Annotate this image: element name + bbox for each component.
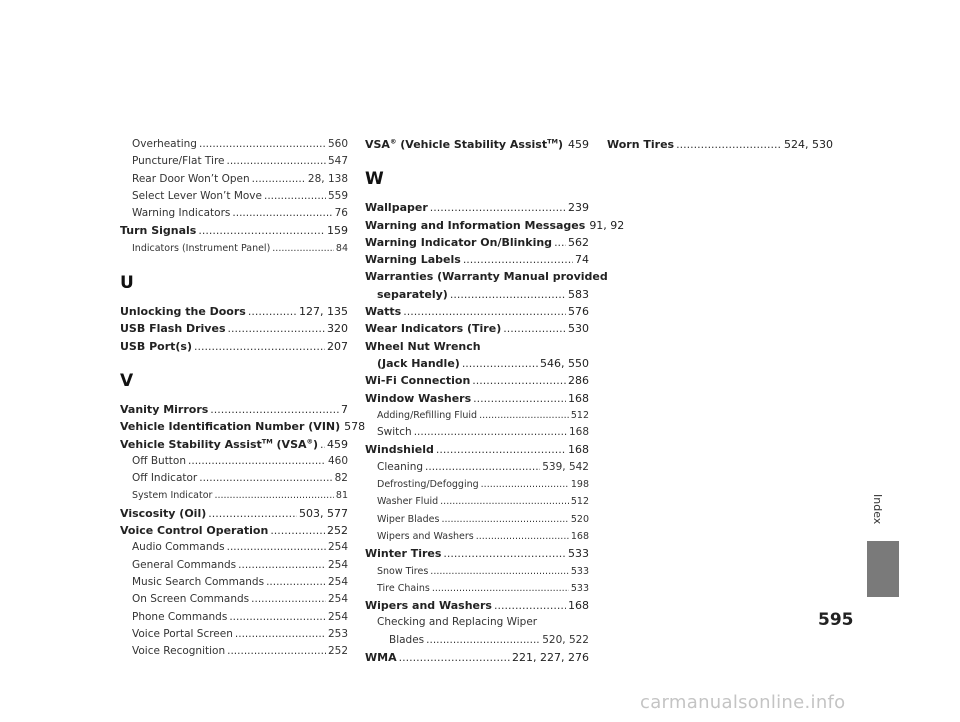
index-entry: (Jack Handle) ..... 546, 550	[365, 355, 589, 372]
entry-term: Rear Door Won’t Open	[132, 172, 250, 185]
entry-term: Adding/Refilling Fluid	[377, 409, 478, 421]
dot-leader	[403, 303, 566, 320]
dot-leader	[481, 476, 569, 493]
dot-leader	[430, 563, 569, 580]
entry-term: USB Port(s)	[120, 339, 192, 353]
entry-term: Turn Signals	[120, 224, 197, 238]
page-ref[interactable]: 320	[327, 322, 348, 336]
page-ref[interactable]: 198	[570, 479, 589, 491]
page-ref[interactable]: 562	[568, 235, 589, 249]
dot-leader	[266, 574, 326, 591]
dot-leader	[440, 493, 569, 510]
page-ref[interactable]: 84	[335, 242, 348, 254]
page-ref[interactable]: 168	[570, 530, 589, 542]
page-ref[interactable]: 28, 138	[307, 172, 348, 185]
index-subentry	[365, 511, 589, 528]
index-entry	[365, 303, 589, 320]
index-entry	[365, 545, 589, 562]
dot-leader	[462, 355, 538, 372]
index-subentry	[120, 609, 348, 626]
index-entry: WMA ..... 221, 227, 276	[365, 649, 589, 666]
index-subentry	[120, 591, 348, 608]
dot-leader	[554, 234, 566, 251]
page-ref[interactable]: 539, 542	[542, 460, 589, 473]
index-entry	[365, 597, 589, 614]
page-ref[interactable]: 576	[568, 305, 589, 319]
page-ref[interactable]: 254	[327, 610, 348, 623]
index-column-1	[120, 136, 366, 660]
dot-leader	[472, 372, 566, 389]
index-entry	[120, 505, 348, 522]
index-subentry	[120, 470, 348, 487]
index-entry	[365, 251, 589, 268]
page-ref[interactable]: 253	[327, 627, 348, 640]
entry-term: Off Indicator	[132, 472, 198, 485]
index-subentry	[365, 476, 589, 493]
entry-term: Winter Tires	[365, 547, 442, 561]
entry-term: Overheating	[132, 138, 197, 150]
entry-term: Wi-Fi Connection	[365, 374, 471, 388]
page-ref[interactable]: 76	[334, 207, 348, 220]
index-subentry	[120, 171, 348, 188]
index-entry	[120, 418, 366, 435]
index-subentry	[120, 136, 348, 153]
dot-leader	[463, 251, 573, 268]
entry-term: Warning Indicator On/Blinking	[365, 235, 553, 249]
page-ref[interactable]: 533	[570, 582, 589, 594]
page-ref[interactable]: 533	[568, 547, 589, 561]
entry-term: Wipers and Washers	[365, 599, 492, 613]
dot-leader	[676, 136, 782, 153]
index-entry	[120, 320, 348, 337]
entry-group	[365, 303, 589, 338]
dot-leader	[248, 303, 297, 320]
entry-term: Viscosity (Oil)	[120, 506, 207, 520]
dot-leader	[479, 407, 569, 424]
page-ref[interactable]: 560	[327, 138, 348, 150]
index-tab-label: Index	[871, 494, 884, 525]
entry-term: Voice Portal Screen	[132, 627, 233, 640]
page-ref[interactable]: 520, 522	[542, 633, 589, 646]
dot-leader	[228, 320, 326, 337]
entry-group	[365, 372, 589, 614]
dot-leader	[473, 390, 566, 407]
index-entry	[120, 401, 348, 418]
section-letter-v: V	[120, 370, 134, 391]
dot-leader	[229, 609, 326, 626]
page-ref[interactable]: 459	[327, 437, 348, 451]
entry-term: Off Button	[132, 454, 187, 467]
entry-term: System Indicator	[132, 490, 213, 502]
page-ref[interactable]: 559	[327, 189, 348, 202]
page-ref[interactable]: 159	[327, 224, 348, 238]
entry-term: Snow Tires	[377, 565, 429, 577]
page-ref[interactable]: 91, 92	[589, 218, 625, 232]
index-entry	[120, 338, 348, 355]
page-ref[interactable]: 207	[327, 339, 348, 353]
page-ref[interactable]: 221, 227, 276	[512, 651, 589, 665]
index-entry-line: Checking and Replacing Wiper	[377, 616, 538, 629]
index-tab-marker[interactable]	[867, 541, 899, 597]
dot-leader	[199, 136, 326, 153]
index-subentry	[120, 539, 348, 556]
page-ref[interactable]: 168	[568, 599, 589, 613]
page-ref[interactable]: 286	[568, 374, 589, 388]
index-subentry	[365, 407, 589, 424]
dot-leader	[227, 539, 326, 556]
page-ref[interactable]: 254	[327, 575, 348, 588]
page-ref[interactable]: 512	[570, 409, 589, 421]
dot-leader	[188, 453, 326, 470]
watermark-text: carmanualsonline.info	[640, 692, 846, 713]
dot-leader	[476, 528, 569, 545]
page-ref[interactable]: 127, 135	[299, 305, 348, 319]
entry-term: Vehicle Identification Number (VIN)	[120, 420, 341, 434]
index-entry	[365, 441, 589, 458]
index-subentry	[365, 493, 589, 510]
index-subentry	[120, 574, 348, 591]
page-ref[interactable]: 252	[327, 524, 348, 538]
page-ref[interactable]: 239	[568, 201, 589, 215]
index-subentry	[120, 487, 348, 504]
entry-term: Defrosting/Defogging	[377, 479, 479, 491]
index-entry: Blades ..... 520, 522	[365, 632, 589, 649]
dot-leader	[264, 188, 326, 205]
page-ref[interactable]: 503, 577	[299, 506, 348, 520]
dot-leader	[425, 459, 540, 476]
dot-leader	[441, 511, 568, 528]
dot-leader	[565, 136, 566, 153]
index-entry	[120, 522, 348, 539]
dot-leader	[414, 424, 567, 441]
index-entry: separately) ..... 583	[365, 286, 589, 303]
index-entry	[365, 320, 589, 337]
page-ref[interactable]: 530	[568, 322, 589, 336]
entry-term: Vanity Mirrors	[120, 402, 209, 416]
index-entry	[365, 390, 589, 407]
page-ref[interactable]: 74	[575, 253, 589, 267]
dot-leader	[432, 580, 569, 597]
entry-group	[120, 303, 348, 355]
page-ref[interactable]: 512	[570, 496, 589, 508]
index-subentry	[120, 643, 348, 660]
entry-term: Windshield	[365, 443, 434, 457]
index-subentry	[365, 528, 589, 545]
entry-term: Audio Commands	[132, 541, 225, 554]
entry-group	[120, 136, 348, 257]
dot-leader	[251, 591, 326, 608]
entry-term: Switch	[377, 426, 412, 439]
page-ref[interactable]: 547	[327, 155, 348, 168]
index-subentry	[120, 557, 348, 574]
entry-term: Warning and Information Messages	[365, 218, 586, 232]
page-ref[interactable]: 460	[327, 454, 348, 467]
dot-leader	[426, 632, 540, 649]
entry-term: Puncture/Flat Tire	[132, 155, 225, 168]
index-entry	[365, 217, 625, 234]
index-subentry	[120, 188, 348, 205]
entry-term: Washer Fluid	[377, 496, 439, 508]
dot-leader	[450, 286, 566, 303]
page-ref[interactable]: 578	[344, 420, 366, 434]
entry-term: Wiper Blades	[377, 513, 440, 525]
entry-term: Wallpaper	[365, 201, 428, 215]
entry-term: Unlocking the Doors	[120, 305, 246, 319]
page-ref[interactable]: 254	[327, 593, 348, 606]
entry-term: Phone Commands	[132, 610, 228, 623]
dot-leader	[238, 557, 326, 574]
dot-leader	[227, 153, 326, 170]
page-ref[interactable]: 533	[570, 565, 589, 577]
section-letter-u: U	[120, 273, 134, 294]
index-subentry	[120, 205, 348, 222]
entry-term: Select Lever Won’t Move	[132, 189, 262, 202]
entry-group	[607, 136, 833, 153]
page-ref[interactable]: 254	[327, 558, 348, 571]
entry-term: Warning Labels	[365, 253, 461, 267]
dot-leader	[198, 222, 325, 239]
index-entry-line: Warranties (Warranty Manual provided	[365, 270, 608, 284]
page-ref[interactable]: 168	[568, 391, 589, 405]
entry-term: Window Washers	[365, 391, 472, 405]
entry-term: Voice Recognition	[132, 645, 226, 658]
entry-term: Watts	[365, 305, 402, 319]
index-subentry	[365, 563, 589, 580]
page-number: 595	[818, 610, 854, 630]
entry-term: Indicators (Instrument Panel)	[132, 242, 271, 254]
page-ref[interactable]: 81	[335, 490, 348, 502]
index-subentry	[365, 459, 589, 476]
index-subentry	[120, 453, 348, 470]
entry-term: Wear Indicators (Tire)	[365, 322, 502, 336]
page-ref[interactable]: 7	[341, 402, 348, 416]
index-subentry	[365, 580, 589, 597]
dot-leader	[436, 441, 566, 458]
dot-leader	[199, 470, 332, 487]
dot-leader	[443, 545, 566, 562]
entry-term: Voice Control Operation	[120, 524, 269, 538]
dot-leader	[227, 643, 326, 660]
dot-leader	[210, 401, 339, 418]
entry-term: Cleaning	[377, 460, 424, 473]
page-ref[interactable]: 252	[327, 645, 348, 658]
index-entry	[120, 222, 348, 239]
index-subentry	[120, 626, 348, 643]
index-entry-line: Wheel Nut Wrench	[365, 339, 481, 353]
dot-leader	[399, 649, 510, 666]
dot-leader	[232, 205, 332, 222]
page-ref[interactable]: 546, 550	[540, 356, 589, 370]
index-entry	[365, 234, 589, 251]
section-letter-w: W	[365, 169, 384, 190]
dot-leader	[214, 487, 333, 504]
page-ref[interactable]: 583	[568, 287, 589, 301]
dot-leader	[320, 436, 325, 453]
index-entry	[120, 303, 348, 320]
dot-leader	[208, 505, 297, 522]
index-entry: VSA® (Vehicle Stability Assist™) ..... 459	[365, 136, 589, 153]
entry-term: Music Search Commands	[132, 575, 265, 588]
index-entry: Vehicle Stability Assist™ (VSA®) ..... 459	[120, 436, 348, 453]
index-subentry	[365, 424, 589, 441]
page-ref[interactable]: 82	[334, 472, 348, 485]
page-ref[interactable]: 168	[568, 426, 589, 439]
dot-leader	[494, 597, 566, 614]
entry-group	[120, 401, 366, 436]
dot-leader	[270, 522, 325, 539]
page-ref[interactable]: 459	[568, 138, 589, 151]
index-entry	[607, 136, 833, 153]
page-ref[interactable]: 254	[327, 541, 348, 554]
dot-leader	[235, 626, 326, 643]
entry-group	[120, 453, 348, 661]
index-entry	[365, 372, 589, 389]
dot-leader	[252, 171, 306, 188]
entry-term: USB Flash Drives	[120, 322, 226, 336]
index-subentry	[120, 240, 348, 257]
entry-term: Worn Tires	[607, 138, 675, 151]
dot-leader	[503, 320, 566, 337]
entry-term: On Screen Commands	[132, 593, 250, 606]
page-ref[interactable]: 524, 530	[784, 138, 833, 151]
dot-leader	[272, 240, 334, 257]
entry-group	[365, 199, 625, 268]
entry-term: Tire Chains	[377, 582, 430, 594]
entry-term: Warning Indicators	[132, 207, 231, 220]
index-subentry	[120, 153, 348, 170]
page-ref[interactable]: 520	[570, 513, 589, 525]
dot-leader	[430, 199, 566, 216]
entry-term: General Commands	[132, 558, 237, 571]
page-ref[interactable]: 168	[568, 443, 589, 457]
index-column-2	[365, 136, 625, 666]
index-column-3	[607, 136, 833, 153]
index-entry	[365, 199, 589, 216]
entry-term: Wipers and Washers	[377, 530, 474, 542]
dot-leader	[194, 338, 325, 355]
